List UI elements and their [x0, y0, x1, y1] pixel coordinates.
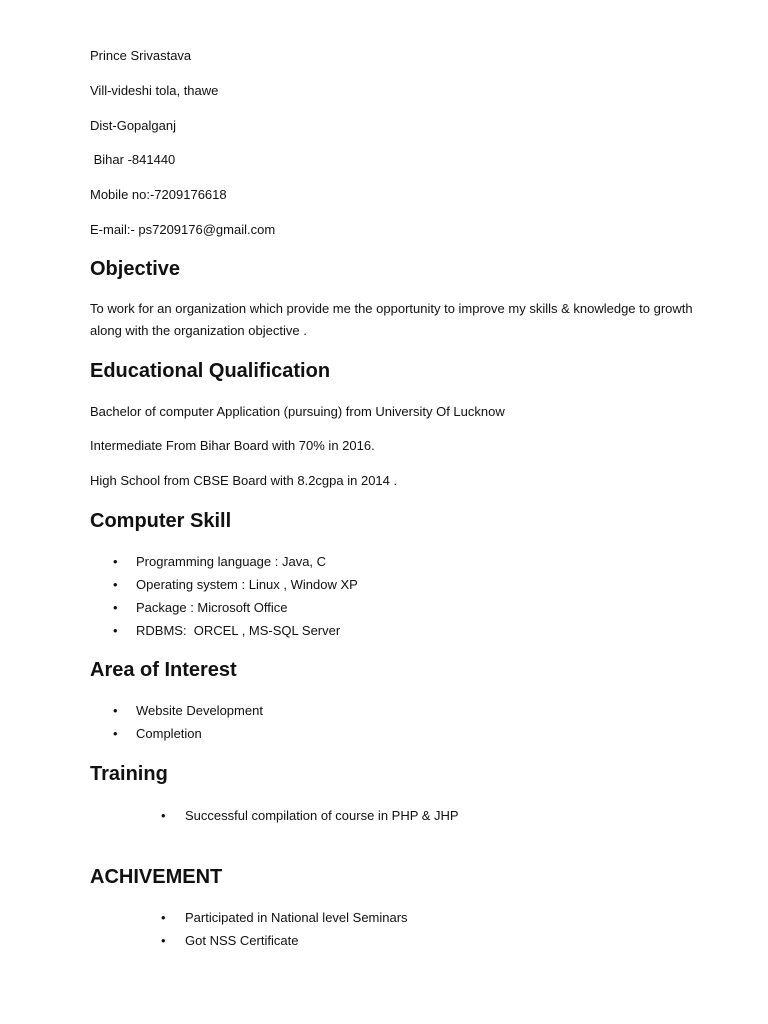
- interest-text: Website Development: [136, 703, 263, 718]
- interest-text: Completion: [136, 726, 202, 741]
- bullet-icon: •: [113, 600, 118, 615]
- bullet-icon: •: [161, 808, 166, 823]
- education-item: Intermediate From Bihar Board with 70% in 2016.: [90, 438, 375, 453]
- education-heading: Educational Qualification: [90, 360, 331, 382]
- training-text: Successful compilation of course in PHP & JHP: [185, 808, 459, 823]
- achievement-text: Got NSS Certificate: [185, 933, 299, 948]
- contact-address-village: Vill-videshi tola, thawe: [90, 83, 219, 98]
- contact-email: E-mail:- ps7209176@gmail.com: [90, 222, 276, 237]
- achievement-heading: ACHIVEMENT: [90, 866, 223, 888]
- bullet-icon: •: [113, 577, 118, 592]
- contact-name: Prince Srivastava: [90, 48, 192, 63]
- bullet-icon: •: [113, 554, 118, 569]
- contact-address-state: Bihar -841440: [90, 152, 176, 167]
- education-item: High School from CBSE Board with 8.2cgpa in 2014 .: [90, 473, 398, 488]
- skill-text: RDBMS: ORCEL , MS-SQL Server: [136, 623, 341, 638]
- bullet-icon: •: [161, 933, 166, 948]
- bullet-icon: •: [113, 703, 118, 718]
- skill-text: Operating system : Linux , Window XP: [136, 577, 358, 592]
- interests-heading: Area of Interest: [90, 659, 237, 681]
- bullet-icon: •: [113, 726, 118, 741]
- bullet-icon: •: [113, 623, 118, 638]
- skill-text: Package : Microsoft Office: [136, 600, 288, 615]
- bullet-icon: •: [161, 910, 166, 925]
- skills-heading: Computer Skill: [90, 510, 232, 532]
- contact-mobile: Mobile no:-7209176618: [90, 187, 227, 202]
- education-item: Bachelor of computer Application (pursuing) from University Of Lucknow: [90, 404, 505, 419]
- contact-address-district: Dist-Gopalganj: [90, 118, 176, 133]
- achievement-text: Participated in National level Seminars: [185, 910, 408, 925]
- skill-text: Programming language : Java, C: [136, 554, 327, 569]
- objective-text: To work for an organization which provide me the opportunity to improve my skills & knowledge to growth along with the organization objective .: [90, 301, 693, 338]
- training-heading: Training: [90, 763, 168, 785]
- objective-heading: Objective: [90, 258, 181, 280]
